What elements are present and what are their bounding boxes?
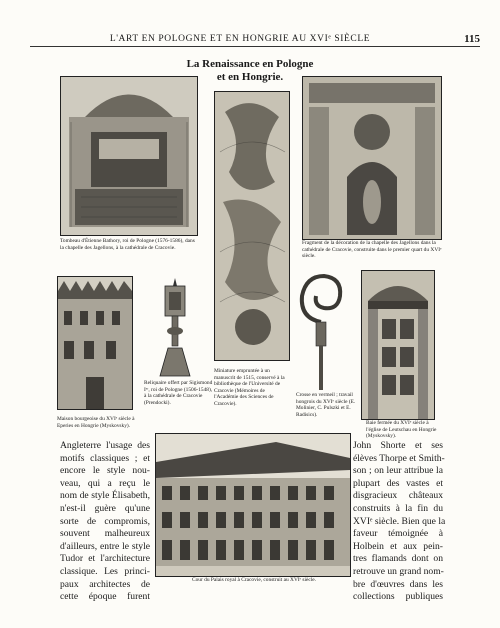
plate-title-line1: La Renaissance en Pologne (186, 58, 314, 70)
caption-courtyard: Cour du Palais royal à Cracovie, construit au XVIᵉ siècle. (192, 577, 316, 583)
text-line: Holbein et aux pein- (353, 540, 443, 552)
figure-reliquary (150, 276, 200, 380)
figure-tomb-bathory (60, 76, 198, 236)
figure-crosier (296, 272, 346, 392)
text-line: cette époque furent (60, 591, 150, 603)
caption-miniature: Miniature empruntée à un manuscrit de 1515, conservé à la bibliothèque de l'Université de Cracovie (Mémoires de l'Académie des Sciences de Cracovie). (214, 368, 285, 407)
caption-door-leutschau: Baie fermée du XVIᵉ siècle à l'église de Leutschau en Hongrie (Myskovsky). (366, 420, 437, 440)
text-line: collections publiques (353, 591, 443, 603)
figure-courtyard-wawel (155, 433, 351, 577)
text-line: John Shorte et ses (353, 440, 443, 451)
text-line: élèves Thorpe et Smith- (353, 452, 445, 464)
caption-reliquary: Reliquaire offert par Sigismond Iᵉʳ, roi de Pologne (1506-1548), à la cathédrale de Cracovie (Prendocki). (144, 380, 213, 406)
text-line: XVIᵉ siècle. Bien que la (353, 515, 446, 527)
text-line: nom de style Élisabeth, (60, 490, 150, 502)
body-text-left (60, 440, 150, 604)
page-header (30, 28, 480, 47)
text-line: d'ailleurs, entre le style (60, 540, 150, 552)
text-line: retrouve un grand nom- (353, 565, 444, 577)
text-line: n'est-il guère qu'une (60, 502, 150, 514)
text-line: Angleterre l'usage des (60, 440, 150, 451)
plate-title-line2: et en Hongrie. (216, 71, 284, 83)
text-line: encore le style nou- (60, 465, 150, 477)
text-line: veau, qui a reçu le (60, 477, 150, 489)
text-line: tres flamands dont on (353, 553, 443, 565)
text-line: construits à la fin du (353, 502, 443, 514)
figure-door-leutschau (361, 270, 435, 420)
text-line: classique. Les princi- (60, 565, 150, 577)
text-line: bre d'œuvres dans les (353, 578, 443, 590)
page-number: 115 (464, 33, 480, 45)
text-line: disgracieux châteaux (353, 490, 443, 502)
text-line: plupart des vastes et (353, 477, 443, 489)
text-line: sorte de compromis, (60, 515, 150, 527)
caption-crosier: Crosse en vermeil ; travail hongrois du XVIᵉ siècle (E. Molinier, C. Pulszki et E. Radisics). (296, 392, 356, 418)
figure-house-eperies (57, 276, 133, 410)
figure-miniature (214, 91, 290, 361)
caption-chapel-fragment: Fragment de la décoration de la chapelle des Jagellons dans la cathédrale de Cracovie, construite dans le premier quart du XVIᵉ siècle. (302, 240, 442, 260)
body-text-right (353, 440, 446, 604)
figure-chapel-fragment (302, 76, 442, 240)
text-line: Tudor et l'architecture (60, 553, 150, 565)
caption-house-eperies: Maison bourgeoise du XVIᵉ siècle à Eperies en Hongrie (Myskovsky). (57, 416, 135, 429)
text-line: souvent malheureux (60, 528, 150, 540)
text-line: paux architectes de (60, 578, 150, 590)
caption-tomb: Tombeau d'Étienne Bathory, roi de Pologne (1576-1586), dans la chapelle des Jagellons, à la cathédrale de Cracovie. (60, 238, 195, 251)
running-title: L'ART EN POLOGNE ET EN HONGRIE AU XVIᵉ SIÈCLE (109, 34, 371, 44)
text-line: son ; on leur attribue la (353, 465, 443, 477)
text-line: faveur témoignée à (353, 528, 443, 540)
text-line: motifs classiques ; et (60, 452, 150, 464)
